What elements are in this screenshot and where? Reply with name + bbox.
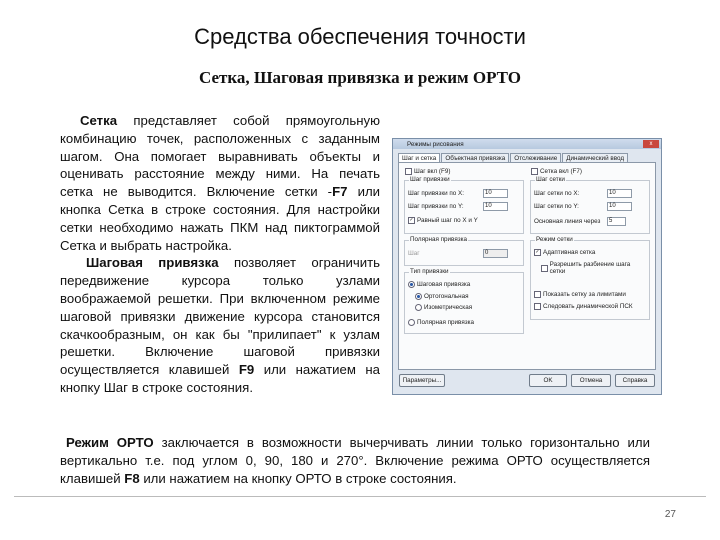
grid-spacing-label: Шаг сетки: [536, 176, 565, 183]
cancel-button[interactable]: Отмена: [571, 374, 611, 387]
polar-spacing-group: [404, 236, 524, 266]
radio-icon: [408, 319, 415, 326]
tab-snap-grid[interactable]: Шаг и сетка: [398, 153, 440, 163]
polar-spacing-label: Полярная привязка: [410, 236, 468, 243]
close-icon[interactable]: x: [643, 140, 659, 148]
equal-xy-label: Равный шаг по X и Y: [417, 217, 478, 224]
rect-snap-label: Ортогональная: [424, 293, 469, 300]
subdivide-label: Разрешить разбиение шага сетки: [549, 261, 631, 275]
radio-icon: [415, 293, 422, 300]
grid-behavior-label: Режим сетки: [536, 236, 573, 243]
snap-spacing-label: Шаг привязки: [410, 176, 450, 183]
subdivide-checkbox[interactable]: [541, 261, 641, 275]
dialog-titlebar: [393, 139, 661, 149]
ok-button[interactable]: OK: [529, 374, 567, 387]
body-text: [60, 112, 380, 397]
tab-dynamic-input[interactable]: Динамический ввод: [562, 153, 628, 163]
bottom-divider: [14, 496, 706, 497]
p3-text: заключается в возможности вычерчивать линии только горизонтально или вертикально т.е. под углом 0, 90, 180 и 270°. Включение режима ОРТО осуществляется клавишей: [60, 435, 650, 486]
grid-spacing-group: [530, 176, 650, 234]
snap-x-label: Шаг привязки по X:: [408, 190, 464, 197]
follow-ucs-label: Следовать динамической ПСК: [543, 303, 633, 310]
drafting-settings-dialog: [392, 138, 662, 395]
snap-type-label: Тип привязки: [410, 268, 449, 275]
beyond-limits-checkbox[interactable]: [534, 291, 626, 298]
snap-x-input[interactable]: 10: [483, 189, 508, 198]
equal-xy-checkbox[interactable]: [408, 217, 478, 224]
polar-distance-label: Шаг: [408, 250, 420, 257]
grid-snap-label: Шаговая привязка: [417, 281, 471, 288]
options-button[interactable]: Параметры...: [399, 374, 445, 387]
snap-on-label: Шаг вкл (F9): [414, 168, 451, 175]
p2-text: позволяет ограничить передвижение курсора только узлами воображаемой решетки. При включенном режиме шаговой привязки движение курсора становится скачкообразным, он как бы "прилипает" к узлам решетки. Включение шаговой привязки осуществляется клавишей: [60, 255, 380, 378]
page-number: 27: [664, 509, 676, 520]
term-snap: Шаговая привязка: [86, 255, 219, 271]
beyond-limits-label: Показать сетку за лимитами: [543, 291, 626, 298]
grid-x-input[interactable]: 10: [607, 189, 632, 198]
tab-panel: [398, 162, 656, 370]
paragraph-snap: [60, 254, 380, 396]
snap-y-label: Шаг привязки по Y:: [408, 203, 464, 210]
key-f7: F7: [332, 184, 348, 200]
polar-snap-radio[interactable]: [408, 319, 474, 326]
grid-behavior-group: [530, 236, 650, 320]
dialog-title: Режимы рисования: [407, 140, 464, 148]
help-button[interactable]: Справка: [615, 374, 655, 387]
radio-icon: [415, 304, 422, 311]
term-grid: Сетка: [80, 113, 118, 128]
grid-x-label: Шаг сетки по X:: [534, 190, 580, 197]
major-line-input[interactable]: 5: [607, 217, 626, 226]
tab-object-snap[interactable]: Объектная привязка: [441, 153, 509, 163]
iso-snap-radio[interactable]: [415, 304, 472, 311]
grid-snap-radio[interactable]: [408, 281, 470, 288]
p3-end: или нажатием на кнопку ОРТО в строке состояния.: [139, 470, 457, 486]
checkbox-icon: [405, 168, 412, 175]
rect-snap-radio[interactable]: [415, 293, 469, 300]
adaptive-grid-checkbox[interactable]: [534, 249, 595, 256]
paragraph-grid: [60, 112, 380, 254]
snap-y-input[interactable]: 10: [483, 202, 508, 211]
radio-icon: [408, 281, 415, 288]
polar-distance-input[interactable]: 0: [483, 249, 508, 258]
grid-on-label: Сетка вкл (F7): [540, 168, 583, 175]
major-line-label: Основная линия через: [534, 218, 601, 225]
checkbox-icon: [531, 168, 538, 175]
paragraph-ortho: [60, 434, 650, 487]
checkbox-icon: [534, 303, 541, 310]
p2-end: или нажатием на кнопку Шаг в строке состояния.: [60, 362, 381, 395]
grid-on-checkbox[interactable]: [531, 168, 582, 175]
key-f9: F9: [238, 362, 255, 378]
term-ortho: Режим ОРТО: [66, 435, 154, 450]
check-icon: ✓: [409, 217, 414, 223]
checkbox-icon: [534, 291, 541, 298]
p1-end: или кнопка Сетка в строке состояния. Для настройки сетки необходимо нажать ПКМ над пиктограммой Сетка и выбрать настройка.: [60, 184, 381, 253]
page-subtitle: Сетка, Шаговая привязка и режим ОРТО: [198, 68, 522, 87]
tab-tracking[interactable]: Отслеживание: [510, 153, 561, 163]
snap-spacing-group: [404, 176, 524, 234]
page-title: Средства обеспечения точности: [194, 24, 526, 49]
snap-type-group: [404, 268, 524, 334]
check-icon: ✓: [535, 249, 540, 255]
iso-snap-label: Изометрическая: [424, 304, 473, 311]
snap-on-checkbox[interactable]: [405, 168, 450, 175]
key-f8: F8: [124, 470, 140, 486]
p1-text: представляет собой прямоугольную комбинацию точек, расположенных с заданным шагом. Она помогает выравнивать объекты и оценивать расстояние между ними. На печать сетка не выводится. Включение сетки -: [60, 113, 380, 200]
polar-snap-label: Полярная привязка: [417, 319, 475, 326]
grid-y-label: Шаг сетки по Y:: [534, 203, 579, 210]
follow-ucs-checkbox[interactable]: [534, 303, 633, 310]
adaptive-grid-label: Адаптивная сетка: [543, 249, 596, 256]
checkbox-icon: [541, 265, 548, 272]
grid-y-input[interactable]: 10: [607, 202, 632, 211]
